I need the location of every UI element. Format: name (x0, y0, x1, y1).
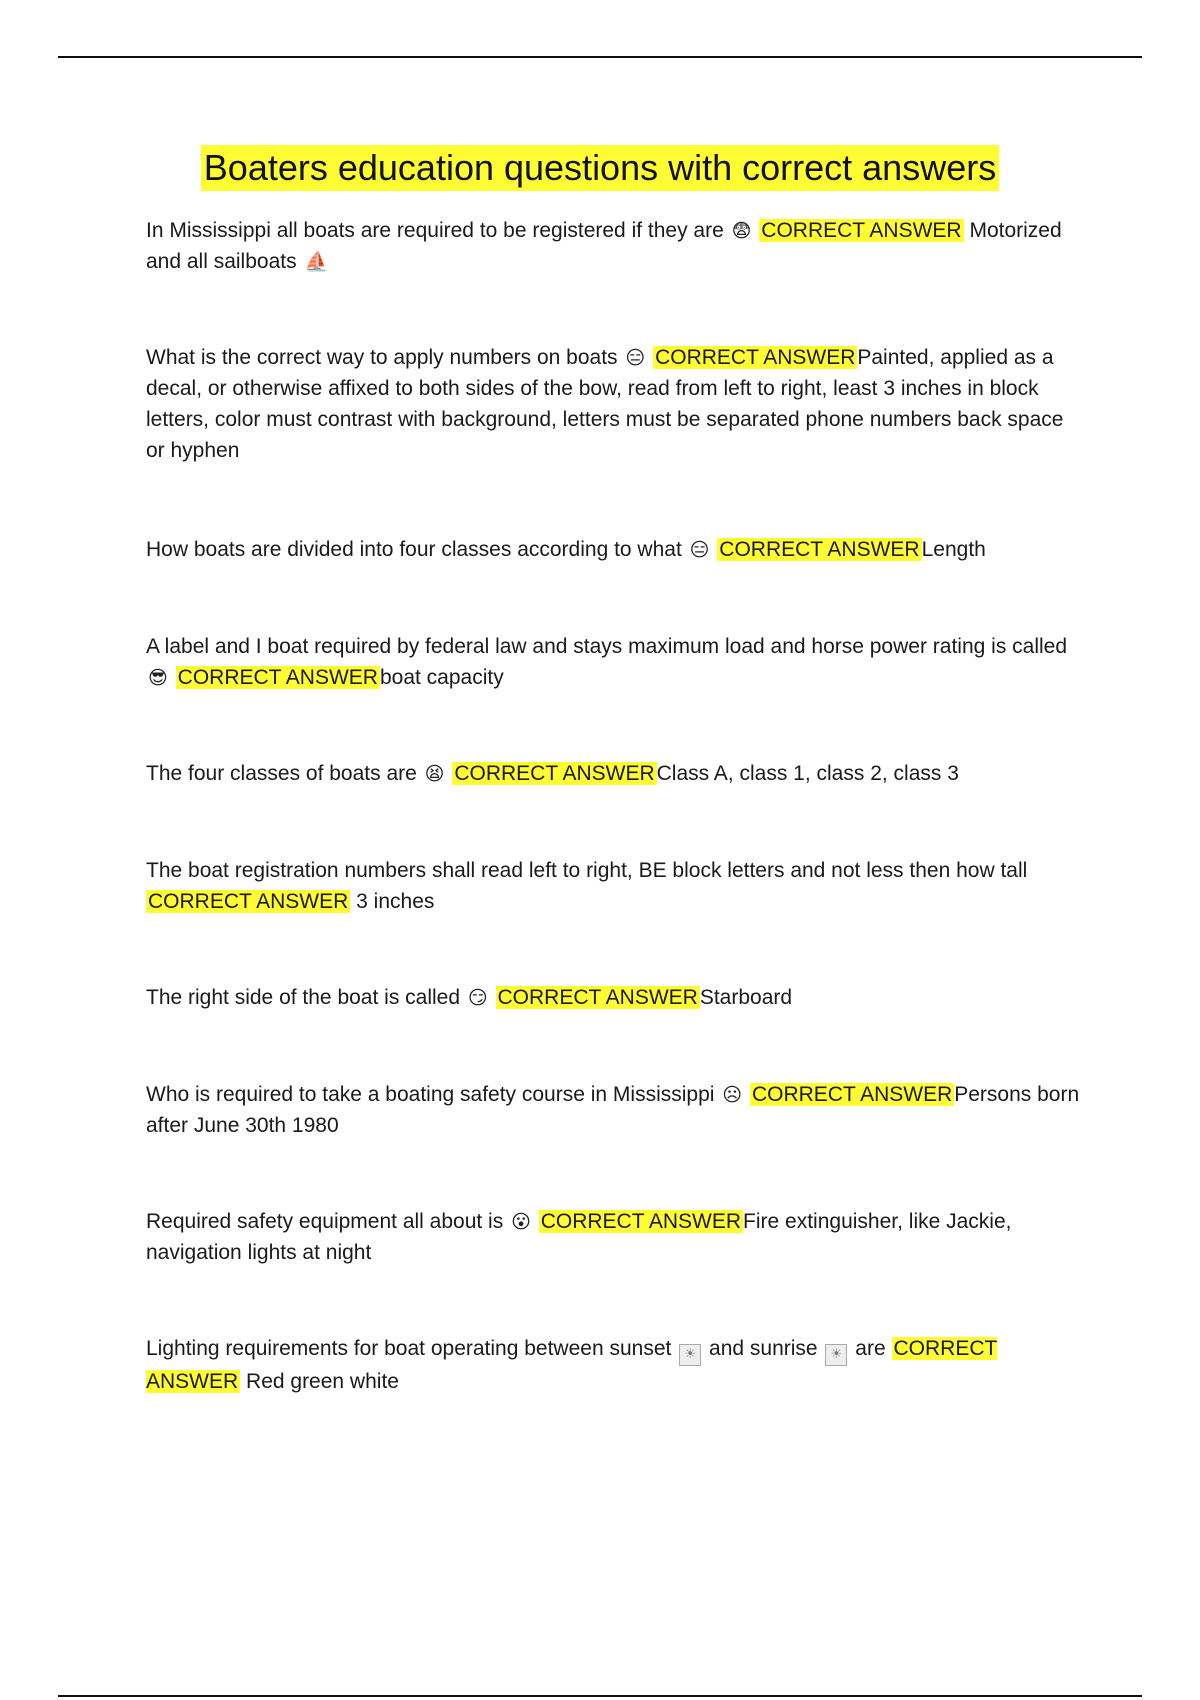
sunrise-icon: ☀ (679, 1344, 701, 1366)
answer-text: Red green white (246, 1370, 399, 1393)
answer-marker: CORRECT ANSWER (497, 986, 698, 1009)
qa-item (146, 1206, 1086, 1268)
sailboat-icon: ⛵ (304, 251, 329, 273)
answer-text: boat capacity (379, 666, 504, 689)
question-text: The four classes of boats are (146, 762, 417, 785)
header-rule (58, 56, 1142, 58)
answer-text: 3 inches (356, 890, 435, 913)
answer-text: Class A, class 1, class 2, class 3 (656, 762, 959, 785)
expressionless-face-icon: 😑 (625, 347, 646, 369)
sunglasses-face-icon: 😎 (148, 667, 168, 689)
answer-marker: CORRECT ANSWER (761, 219, 962, 242)
answer-marker: CORRECT ANSWER (751, 1083, 953, 1106)
answer-marker: CORRECT ANSWER (177, 666, 378, 689)
answer-text: Length (921, 538, 986, 561)
answer-text: Motorized and all sailboats (146, 219, 1062, 273)
answer-text: Fire extinguisher, like Jackie, navigation lights at night (146, 1210, 1012, 1264)
answer-marker: CORRECT ANSWER (719, 538, 920, 561)
answer-marker: CORRECT ANSWER (540, 1210, 742, 1233)
qa-item (146, 534, 1086, 565)
answer-marker: CORRECT ANSWER (454, 762, 655, 785)
question-text: What is the correct way to apply numbers on boats (146, 346, 618, 369)
question-text: The right side of the boat is called (146, 986, 461, 1009)
answer-text: Painted, applied as a decal, or otherwise affixed to both sides of the bow, read from left to right, least 3 inches in block letters, color must contrast with background, letters must be separated phone numbers back space or hyphen (146, 346, 1064, 462)
footer-rule (58, 1695, 1142, 1697)
question-text: In Mississippi all boats are required to be registered if they are (146, 219, 724, 242)
open-mouth-face-icon: 😮 (511, 1211, 531, 1233)
answer-marker: CORRECT ANSWER (146, 1337, 998, 1393)
question-text: are (855, 1337, 886, 1360)
scared-face-icon: 😨 (731, 220, 752, 242)
frowning-face-icon: ☹ (722, 1084, 743, 1106)
question-text: How boats are divided into four classes according to what (146, 538, 682, 561)
answer-marker: CORRECT ANSWER (655, 346, 856, 369)
qa-item (146, 982, 1086, 1013)
question-text: and sunrise (709, 1337, 818, 1360)
smirking-face-icon: 😏 (467, 987, 488, 1009)
qa-item (146, 1333, 1086, 1397)
answer-marker: CORRECT ANSWER (148, 890, 349, 913)
expressionless-face-icon: 😑 (689, 539, 710, 561)
question-text: A label and I boat required by federal law and stays maximum load and horse power rating is called (146, 635, 1068, 658)
qa-item (146, 215, 1086, 277)
question-text: Required safety equipment all about is (146, 1210, 504, 1233)
sunrise-icon: ☀ (825, 1344, 847, 1366)
qa-item (146, 631, 1086, 693)
question-text: Lighting requirements for boat operating between sunset (146, 1337, 672, 1360)
page-title: Boaters education questions with correct answers (201, 145, 999, 191)
tired-face-icon: 😫 (424, 763, 445, 785)
answer-text: Starboard (699, 986, 793, 1009)
question-text: The boat registration numbers shall read left to right, BE block letters and not less then how tall (146, 859, 1028, 882)
qa-item (146, 1079, 1086, 1141)
qa-item (146, 855, 1086, 917)
qa-item (146, 342, 1086, 466)
title-wrap (0, 145, 1200, 191)
question-text: Who is required to take a boating safety course in Mississippi (146, 1083, 715, 1106)
qa-item (146, 758, 1086, 789)
answer-text: Persons born after June 30th 1980 (146, 1083, 1080, 1137)
